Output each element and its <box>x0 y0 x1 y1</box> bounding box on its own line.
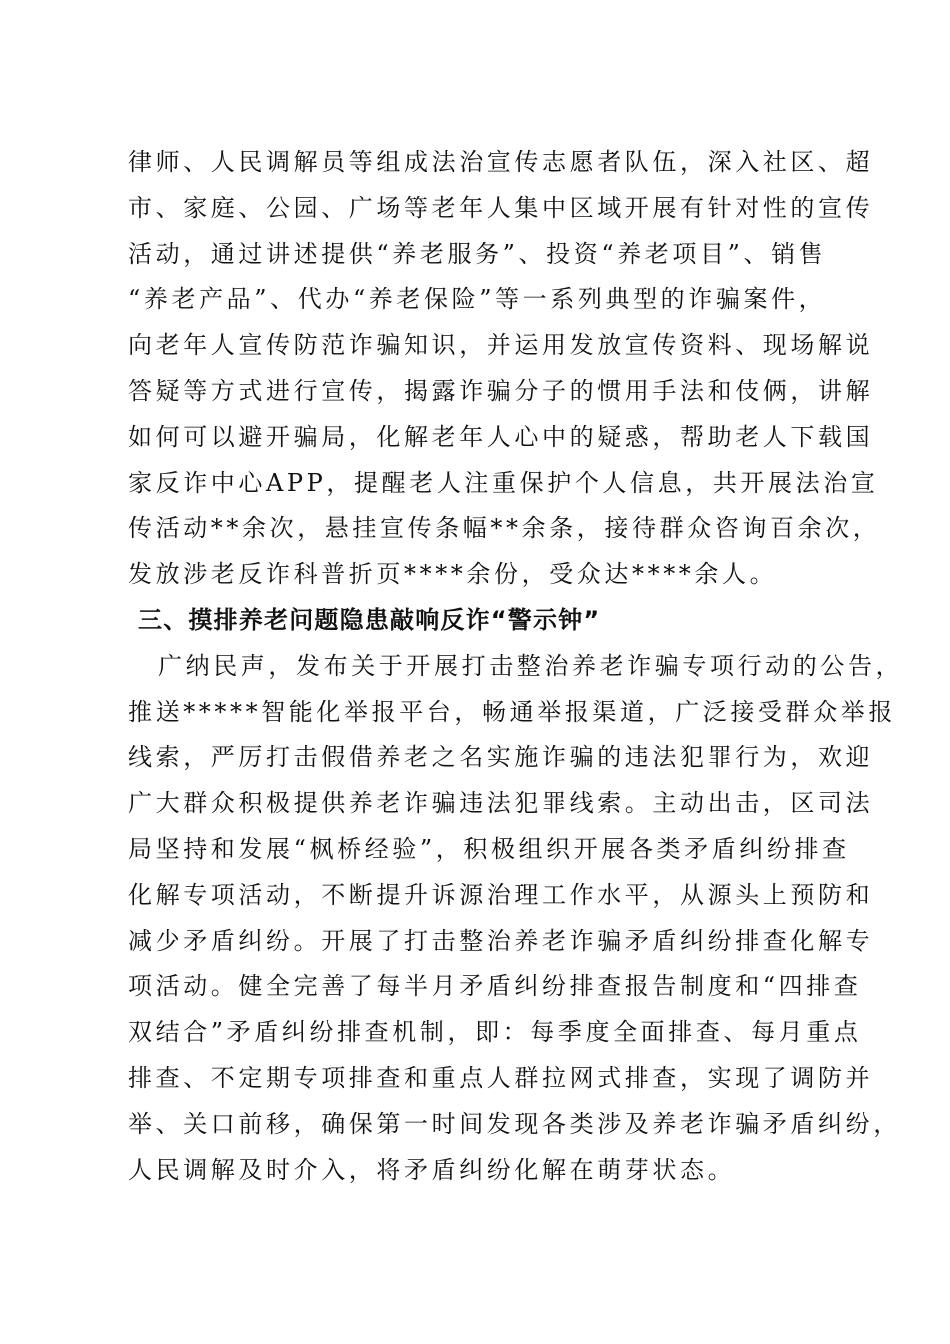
paragraph-line: 化解专项活动，不断提升诉源治理工作水平，从源头上预防和 <box>128 880 874 909</box>
document-body <box>128 140 904 1193</box>
section-heading: 三、摸排养老问题隐患敲响反诈“警示钟” <box>138 605 601 634</box>
paragraph-line: 举、关口前移，确保第一时间发现各类涉及养老诈骗矛盾纠纷， <box>128 1109 901 1138</box>
paragraph-line: 律师、人民调解员等组成法治宣传志愿者队伍，深入社区、超 <box>128 148 874 176</box>
paragraph-line: 向老年人宣传防范诈骗知识，并运用发放宣传资料、现场解说 <box>128 331 874 360</box>
paragraph-line: 发放涉老反诈科普折页****余份，受众达****余人。 <box>128 560 778 589</box>
paragraph-line: 市、家庭、公园、广场等老年人集中区域开展有针对性的宣传 <box>128 193 874 222</box>
paragraph-line: 家反诈中心APP，提醒老人注重保护个人信息，共开展法治宣 <box>128 468 879 497</box>
publicity-paragraph <box>128 140 881 598</box>
paragraph-line: 双结合”矛盾纠纷排查机制，即：每季度全面排查、每月重点 <box>128 1018 862 1047</box>
paragraph-line: 传活动**余次，悬挂宣传条幅**余条，接待群众咨询百余次， <box>128 514 881 543</box>
paragraph-line: 减少矛盾纠纷。开展了打击整治养老诈骗矛盾纠纷排查化解专 <box>128 926 874 955</box>
paragraph-line: 项活动。健全完善了每半月矛盾纠纷排查报告制度和“四排查 <box>128 972 862 1001</box>
paragraph-line: 局坚持和发展“枫桥经验”，积极组织开展各类矛盾纠纷排查 <box>128 834 850 863</box>
paragraph-line: 活动，通过讲述提供“养老服务”、投资“养老项目”、销售 <box>128 239 827 268</box>
paragraph-first-line: 广纳民声，发布关于开展打击整治养老诈骗专项行动的公告， <box>158 651 904 680</box>
paragraph-line: 广大群众积极提供养老诈骗违法犯罪线索。主动出击，区司法 <box>128 789 874 818</box>
paragraph-line: 推送*****智能化举报平台，畅通举报渠道，广泛接受群众举报 <box>128 697 896 726</box>
paragraph-line: 排查、不定期专项排查和重点人群拉网式排查，实现了调防并 <box>128 1063 874 1092</box>
paragraph-line: “养老产品”、代办“养老保险”等一系列典型的诈骗案件， <box>128 285 827 314</box>
paragraph-line: 线索，严厉打击假借养老之名实施诈骗的违法犯罪行为，欢迎 <box>128 743 874 772</box>
paragraph-line: 如何可以避开骗局，化解老年人心中的疑惑，帮助老人下载国 <box>128 422 874 451</box>
paragraph-line: 答疑等方式进行宣传，揭露诈骗分子的惯用手法和伎俩，讲解 <box>128 376 874 405</box>
paragraph-line: 人民调解及时介入，将矛盾纠纷化解在萌芽状态。 <box>128 1155 736 1184</box>
investigation-paragraph <box>128 644 904 1194</box>
